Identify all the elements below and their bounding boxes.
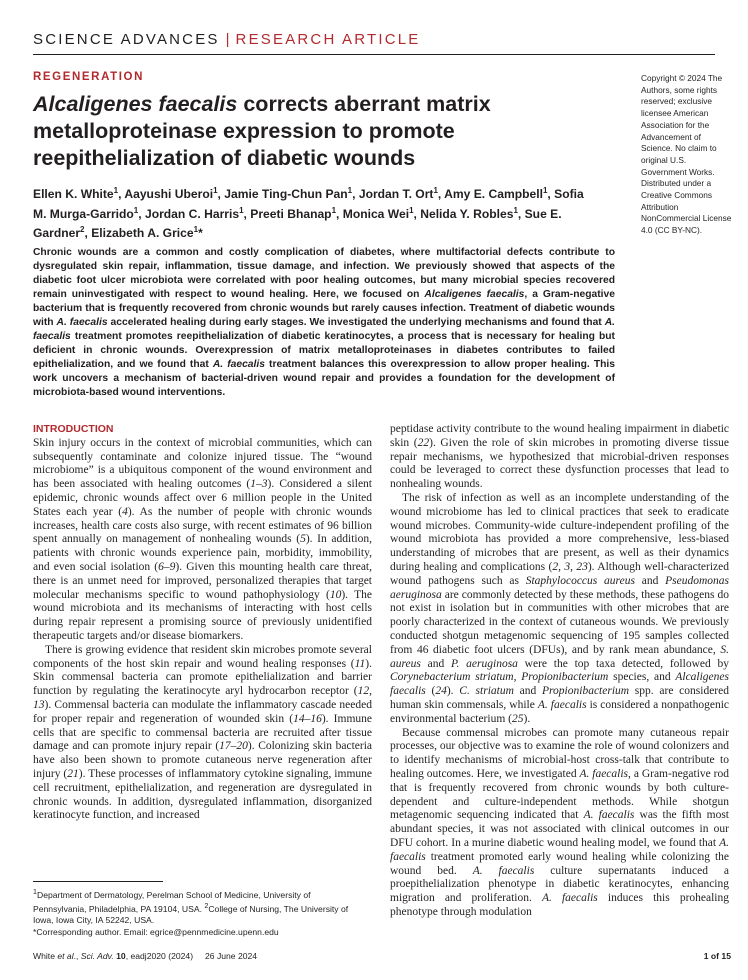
- body-paragraph: There is growing evidence that resident skin microbes promote several components of the host skin repair and wound healing responses (11). Skin commensal bacteria can promote epithelialization and barrier function by regulating the keratinocyte aryl hydrocarbon receptor (12, 13). Commensal bacteria can modulate the inflammatory cascade needed for proper repair and regeneration of wounded skin (14–16). Immune cells that are specific to commensal bacteria are recruited after tissue damage and can promote injury repair (17–20). Colonizing skin bacteria have also been shown to promote cutaneous nerve regeneration after injury (21). These processes of inflammatory cytokine signaling, immune cell recruitment, epithelialization, and regeneration are dysregulated in chronic wounds. In addition, dysregulated inflammation, disorganized keratinocyte function, and increased: [33, 643, 373, 822]
- affiliation-footnotes: $^1$Department of Dermatology, Perelman School of Medicine, University of Pennsylvania, Philadelphia, PA 19104, USA. $^2$College of Nursing, The University of Iowa, Iowa City, IA 52242, USA. *Corresponding author. Email: egrice@pennmedicine.upenn.edu: [33, 888, 349, 937]
- author-list: Ellen K. White$^1$, Aayushi Uberoi$^1$, Jamie Ting-Chun Pan$^1$, Jordan T. Ort$^1$, Amy E. Campbell$^1$, Sofia M. Murga-Garrido$^1$, Jordan C. Harris$^1$, Preeti Bhanap$^1$, Monica Wei$^1$, Nelida Y. Robles$^1$, Sue E. Gardner$^2$, Elizabeth A. Grice$^1$*: [33, 186, 584, 241]
- title-italic: Alcaligenes faecalis: [33, 92, 238, 116]
- body-paragraph: Because commensal microbes can promote many cutaneous repair processes, our objective was to examine the role of wound colonizers and to identify mechanisms of microbial-host cross-talk that contribute to healing outcomes. Here, we investigated A. faecalis, a Gram-negative rod that is frequently recovered from chronic wounds by both culture-dependent and culture-independent methods. While shotgun metagenomic sequencing indicated that A. faecalis was the fifth most abundant species, it was not associated with clinical outcomes in our DFU cohort. In a murine diabetic wound healing model, we found that A. faecalis treatment promoted early wound healing while colonizing the wound bed. A. faecalis culture supernatants induced a proepithelialization phenotype in diabetic keratinocytes, enhancing migration and proliferation. A. faecalis induces this prohealing phenotype through modulation: [390, 726, 730, 918]
- footer-citation: White et al., Sci. Adv. 10, eadj2020 (2024) 26 June 2024: [33, 951, 258, 961]
- body-paragraph: Skin injury occurs in the context of microbial communities, which can subsequently contaminate and colonize injured tissue. The “wound microbiome” is a ubiquitous component of the wound environment and has been associated with healing outcomes (1–3). Considered a silent epidemic, chronic wounds affect over 6 million people in the United States each year (4). As the number of people with chronic wounds increases, health care costs also surge, with recent estimates of 96 billion spent annually on management of nonhealing wounds (5). In addition, patients with chronic wounds experience pain, morbidity, immobility, and even social isolation (6–9). Given this mounting health care threat, there is an unmet need for improved, personalized therapies that target molecular mechanisms specific to wound pathophysiology (10). The wound microbiota and its mechanisms of interacting with host cells during repair represent a promising source of previously unidentified therapeutic targets and/or disease biomarkers.: [33, 436, 372, 642]
- body-paragraph: The risk of infection as well as an incomplete understanding of the wound microbiome has led to clinical practices that seek to eradicate wound microbes. Community-wide culture-independent profiling of the wound microbiota has provided a more comprehensive, less-biased understanding of microbes that are present, as well as their dynamics during healing and complications (2, 3, 23). Although well-characterized wound pathogens such as Staphylococcus aureus and Pseudomonas aeruginosa are commonly detected by these methods, these pathogens do not exist in isolation but in communities with other microbes that are poorly characterized in the context of cutaneous wounds. We previously conducted shotgun metagenomic sequencing of 195 samples collected from 46 diabetic foot ulcers (DFUs), and by rank mean abundance, S. aureus and P. aeruginosa were the top taxa detected, followed by Corynebacterium striatum, Propionibacterium species, and Alcaligenes faecalis (24). C. striatum and Propionibacterium spp. are considered human skin commensals, while A. faecalis is considered a nonpathogenic environmental bacterium (25).: [390, 491, 729, 725]
- body-column-right: [390, 423, 729, 920]
- article-title: [33, 91, 593, 172]
- journal-name: SCIENCE ADVANCES: [33, 31, 220, 48]
- body-paragraph: peptidase activity contribute to the wound healing impairment in diabetic skin (22). Given the role of skin microbes in promoting diverse tissue repair mechanisms, we hypothesized that microbial-driven responses could be leveraged to correct these dysfunction processes that lead to nonhealing wounds.: [390, 423, 730, 491]
- header-rule: [33, 54, 715, 55]
- page-number: 1 of 15: [703, 951, 731, 961]
- copyright-notice: Copyright © 2024 The Authors, some rights reserved; exclusive licensee American Association for the Advancement of Science. No claim to original U.S. Government Works. Distributed under a Creative Commons Attribution NonCommercial License 4.0 (CC BY-NC).: [641, 73, 732, 236]
- footnote-rule: [33, 881, 163, 882]
- abstract: Chronic wounds are a common and costly complication of diabetes, where multifactorial defects contribute to dysregulated skin repair, inflammation, tissue damage, and infection. We previously showed that aspects of the diabetic foot ulcer microbiota were correlated with poor healing outcomes, but many microbial species recovered remain uninvestigated with respect to wound healing. Here, we focused on Alcaligenes faecalis, a Gram-negative bacterium that is frequently recovered from chronic wounds but rarely causes infection. Treatment of diabetic wounds with A. faecalis accelerated healing during early stages. We investigated the underlying mechanisms and found that A. faecalis treatment promotes reepithelialization of diabetic keratinocytes, a process that is necessary for healing but deficient in chronic wounds. Overexpression of matrix metalloproteinases in diabetes contributes to failed epithelialization, and we found that A. faecalis treatment balances this overexpression to allow proper healing. This work uncovers a mechanism of bacterial-driven wound repair and provides a foundation for the development of microbiota-based wound interventions.: [33, 247, 615, 398]
- title-rest: corrects aberrant matrix metalloproteinase expression to promote reepithelialization of diabetic wounds: [33, 92, 491, 170]
- section-label: REGENERATION: [33, 71, 144, 83]
- article-type: RESEARCH ARTICLE: [235, 31, 421, 48]
- header-separator: |: [225, 31, 230, 48]
- journal-header: [33, 31, 421, 48]
- section-heading-introduction: INTRODUCTION: [33, 423, 114, 435]
- body-column-left: [33, 423, 372, 823]
